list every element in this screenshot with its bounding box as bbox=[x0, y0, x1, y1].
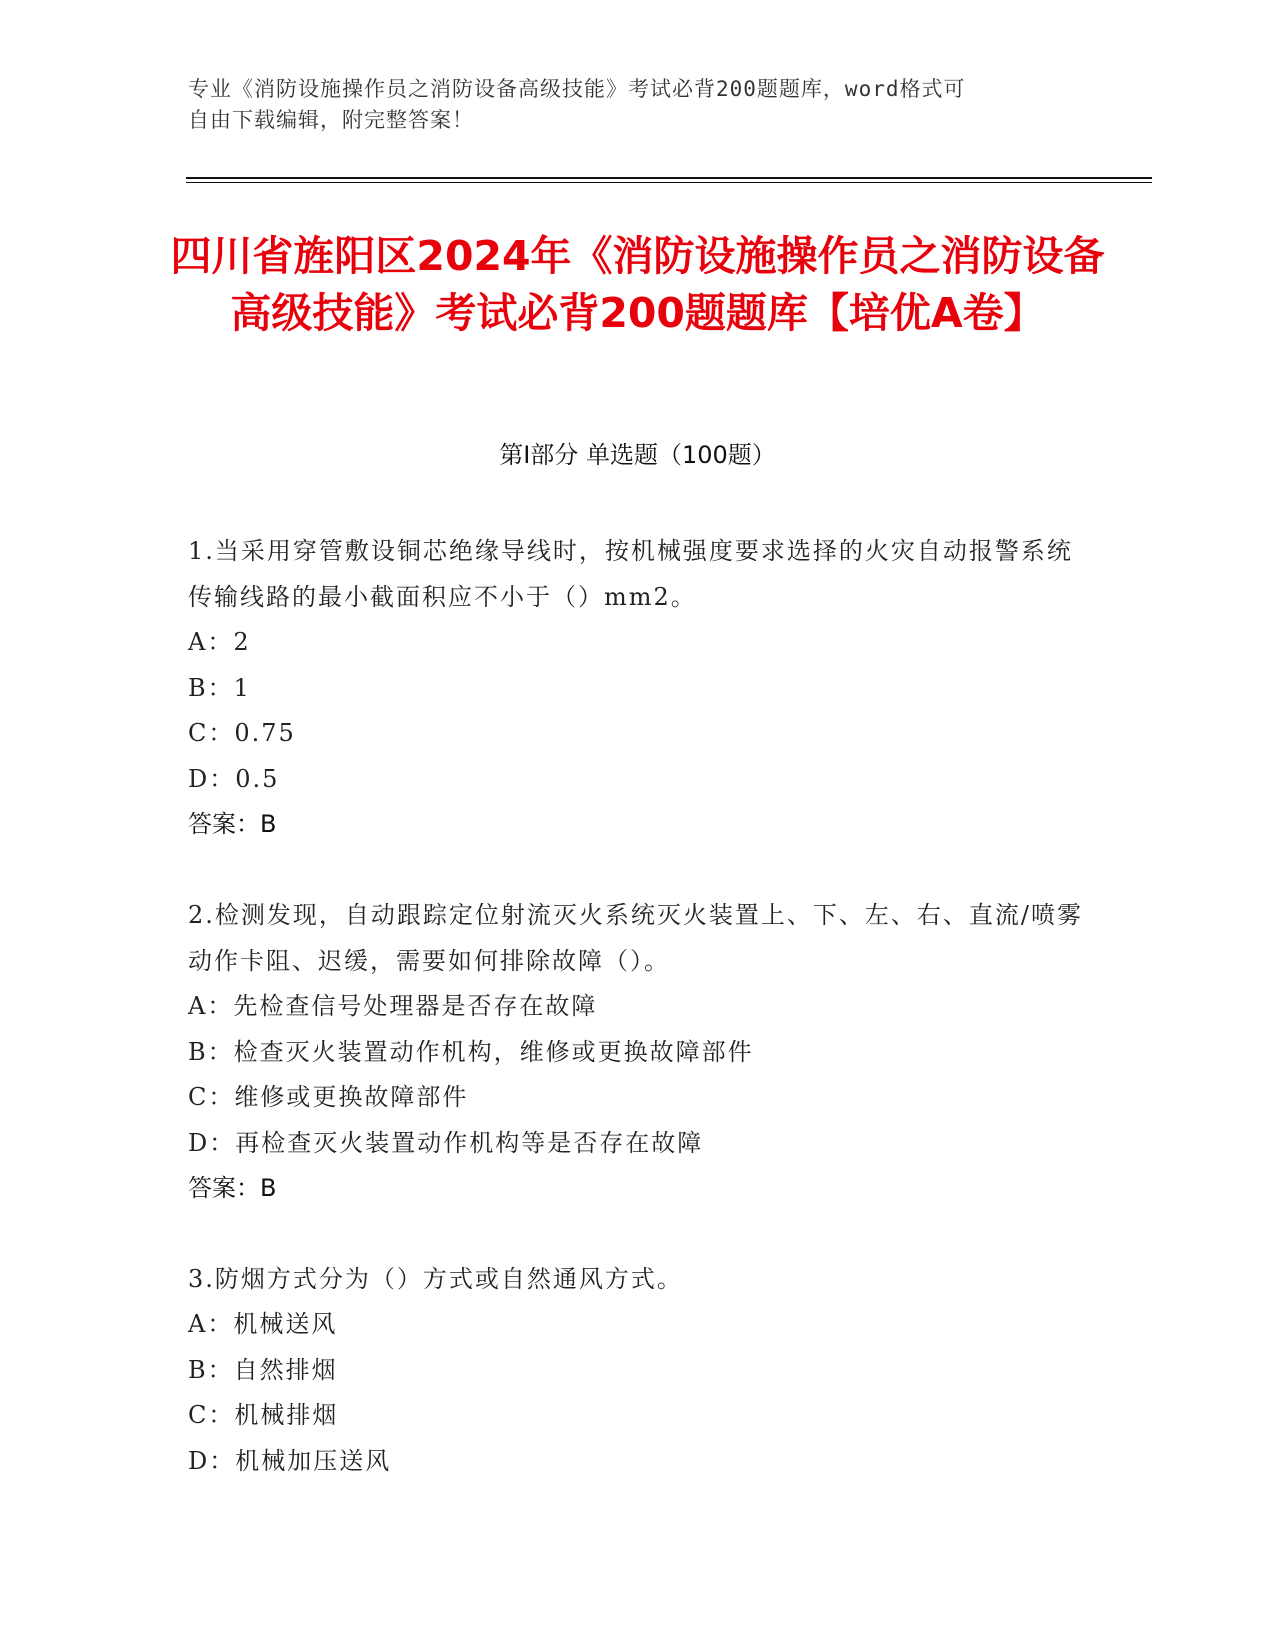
option-list bbox=[188, 984, 1088, 1166]
header-divider bbox=[186, 177, 1152, 179]
header-divider-thin bbox=[186, 182, 1152, 183]
question-stem: 3.防烟方式分为（）方式或自然通风方式。 bbox=[188, 1265, 683, 1293]
document-title: 四川省旌阳区2024年《消防设施操作员之消防设备高级技能》考试必背200题题库【培优A卷】 bbox=[170, 232, 1105, 337]
option-b: B：1 bbox=[188, 673, 251, 702]
header-note-line: 专业《消防设施操作员之消防设备高级技能》考试必背200题题库，word格式可 bbox=[188, 77, 966, 101]
option-d: D：机械加压送风 bbox=[188, 1446, 392, 1475]
section-heading: 第I部分 单选题（100题） bbox=[499, 441, 776, 469]
header-note-line: 自由下载编辑，附完整答案！ bbox=[188, 108, 474, 132]
option-d: D：0.5 bbox=[188, 764, 280, 793]
question-stem: 2.检测发现，自动跟踪定位射流灭火系统灭火装置上、下、左、右、直流/喷雾动作卡阻、迟缓，需要如何排除故障（）。 bbox=[188, 901, 1083, 975]
option-list bbox=[188, 620, 1088, 802]
option-a: A：机械送风 bbox=[188, 1310, 338, 1338]
question-list bbox=[188, 528, 1088, 1529]
answer-line: 答案：B bbox=[188, 810, 277, 838]
question-item bbox=[188, 1256, 1088, 1484]
question-stem: 1.当采用穿管敷设铜芯绝缘导线时，按机械强度要求选择的火灾自动报警系统传输线路的最小截面积应不小于（）mm2。 bbox=[188, 537, 1073, 611]
option-b: B：检查灭火装置动作机构，维修或更换故障部件 bbox=[188, 1037, 754, 1066]
option-c: C：机械排烟 bbox=[188, 1401, 339, 1429]
question-item bbox=[188, 528, 1088, 847]
option-c: C：维修或更换故障部件 bbox=[188, 1083, 469, 1111]
option-d: D：再检查灭火装置动作机构等是否存在故障 bbox=[188, 1128, 704, 1157]
header-note bbox=[188, 74, 1068, 136]
option-b: B：自然排烟 bbox=[188, 1355, 338, 1384]
option-a: A：先检查信号处理器是否存在故障 bbox=[188, 992, 598, 1020]
option-list bbox=[188, 1302, 1088, 1484]
answer-line: 答案：B bbox=[188, 1174, 277, 1202]
question-item bbox=[188, 892, 1088, 1211]
option-c: C：0.75 bbox=[188, 719, 296, 747]
option-a: A：2 bbox=[188, 628, 251, 656]
